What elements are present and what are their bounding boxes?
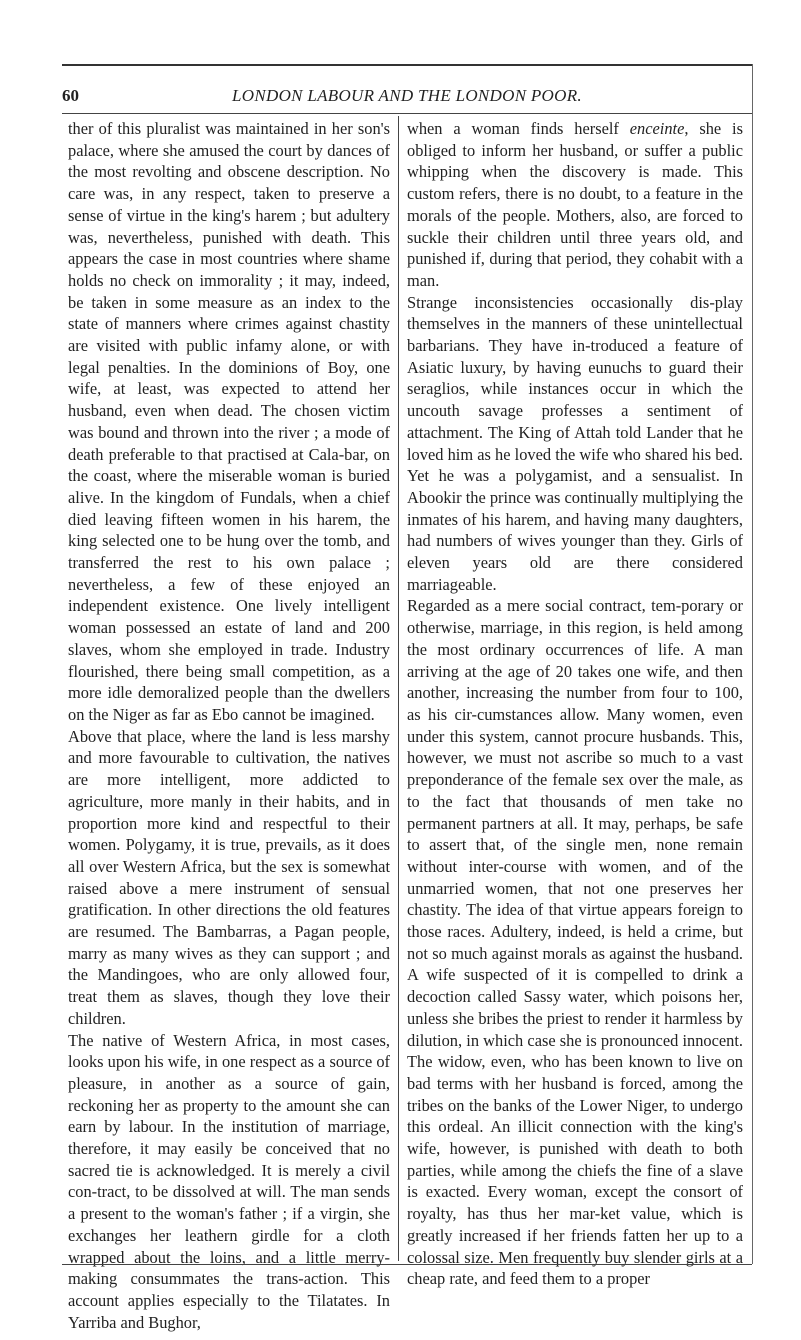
- text-run: when a woman finds herself: [407, 119, 630, 138]
- page-edge-line: [752, 64, 753, 1264]
- paragraph: Above that place, where the land is less marshy and more favourable to cultivation, the natives are more intelligent, more addicted to agriculture, more manly in their habits, and in proportion more kind and respectful to their women. Polygamy, it is true, prevails, as it does all over Western Africa, but the sex is somewhat raised above a mere instrument of sensual gratification. In other directions the old features are resumed. The Bambarras, a Pagan people, marry as many wives as they can support ; and the Mandingoes, who are only allowed four, treat them as slaves, though they love their children.: [68, 726, 390, 1028]
- column-divider: [398, 116, 399, 1261]
- paragraph: Strange inconsistencies occasionally dis-play themselves in the manners of these unintellectual barbarians. They have in-troduced a feature of Asiatic luxury, by having eunuchs to guard their seraglios, while instances occur in which the uncouth savage professes a sentiment of attachment. The King of Attah told Lander that he loved him as he loved the wife who shared his bed. Yet he was a polygamist, and a sensualist. In Abookir the prince was continually multiplying the inmates of his harem, and having many daughters, had numbers of wives younger than they. Girls of eleven years old are there considered marriageable.: [407, 292, 743, 594]
- page-header: [62, 80, 752, 112]
- running-head: LONDON LABOUR AND THE LONDON POOR.: [232, 86, 582, 105]
- paragraph: The native of Western Africa, in most cases, looks upon his wife, in one respect as a source of pleasure, in another as a source of gain, reckoning her as property to the amount she can earn by labour. In the institution of marriage, therefore, it may easily be conceived that no sacred tie is acknowledged. It is merely a civil con-tract, to be dissolved at will. The man sends a present to the woman's father ; if a virgin, she exchanges her leathern girdle for a cloth wrapped about the loins, and a little merry-making consummates the trans-action. This account applies especially to the Tilatates. In Yarriba and Bughor,: [68, 1030, 390, 1332]
- bottom-rule: [62, 1264, 752, 1265]
- header-rule: [62, 113, 752, 114]
- paragraph: Regarded as a mere social contract, tem-porary or otherwise, marriage, in this region, is held among the most ordinary occurrences of life. A man arriving at the age of 20 takes one wife, and then another, increasing the number from four to 100, as his cir-cumstances allow. Many women, even under this system, cannot procure husbands. This, however, we must not ascribe so much to a vast preponderance of the female sex over the male, as to the fact that thousands of men take no permanent partners at all. It may, perhaps, be safe to assert that, of the single men, none remain without inter-course with women, and of the unmarried women, that not one preserves her chastity. The idea of that virtue appears foreign to those races. Adultery, indeed, is held a crime, but not so much against morals as against the husband. A wife suspected of it is compelled to drink a decoction called Sassy water, which poisons her, unless she bribes the priest to render it harmless by dilution, in which case she is pronounced innocent. The widow, even, who has been known to live on bad terms with her husband is forced, among the tribes on the banks of the Lower Niger, to undergo this ordeal. An illicit connection with the king's wife, however, is punished with death to both parties, while among the chiefs the fine of a slave is exacted. Every woman, except the consort of royalty, has thus her mar-ket value, which is greatly increased if her friends fatten her up to a colossal size. Men frequently buy slender girls at a cheap rate, and feed them to a proper: [407, 596, 743, 1289]
- text-run: , she is obliged to inform her husband, or suffer a public whipping when the discovery is made. This custom refers, there is no doubt, to a feature in the morals of the people. Mothers, also, are forced to suckle their children until three years old, and punished if, during that period, they cohabit with a man.: [407, 119, 743, 290]
- right-column: [407, 118, 743, 1289]
- italic-term: enceinte: [629, 119, 685, 138]
- top-rule: [62, 64, 752, 66]
- paragraph: [407, 118, 743, 292]
- paragraph: ther of this pluralist was maintained in her son's palace, where she amused the court by dances of the most revolting and obscene description. No care was, in any respect, taken to preserve a sense of virtue in the king's harem ; but adultery was, nevertheless, punished with death. This appears the case in most countries where shame holds no check on immorality ; it may, indeed, be taken in some measure as an index to the state of manners where crimes against chastity are visited with public infamy alone, or with legal penalties. In the dominions of Boy, one wife, at least, was expected to attend her husband, even when dead. The chosen victim was bound and thrown into the river ; a mode of death preferable to that practised at Cala-bar, on the coast, where the miserable woman is buried alive. In the kingdom of Fundals, when a chief died leaving fifteen women in his harem, the king selected one to be hung over the tomb, and transferred the rest to his own palace ; nevertheless, a few of these enjoyed an independent existence. One lively intelligent woman possessed an estate of land and 200 slaves, whom she employed in trade. Industry flourished, there being small competition, as a more idle demoralized people than the dwellers on the Niger as far as Ebo cannot be imagined.: [68, 119, 390, 724]
- page-number: 60: [62, 86, 79, 105]
- left-column: [68, 118, 390, 1332]
